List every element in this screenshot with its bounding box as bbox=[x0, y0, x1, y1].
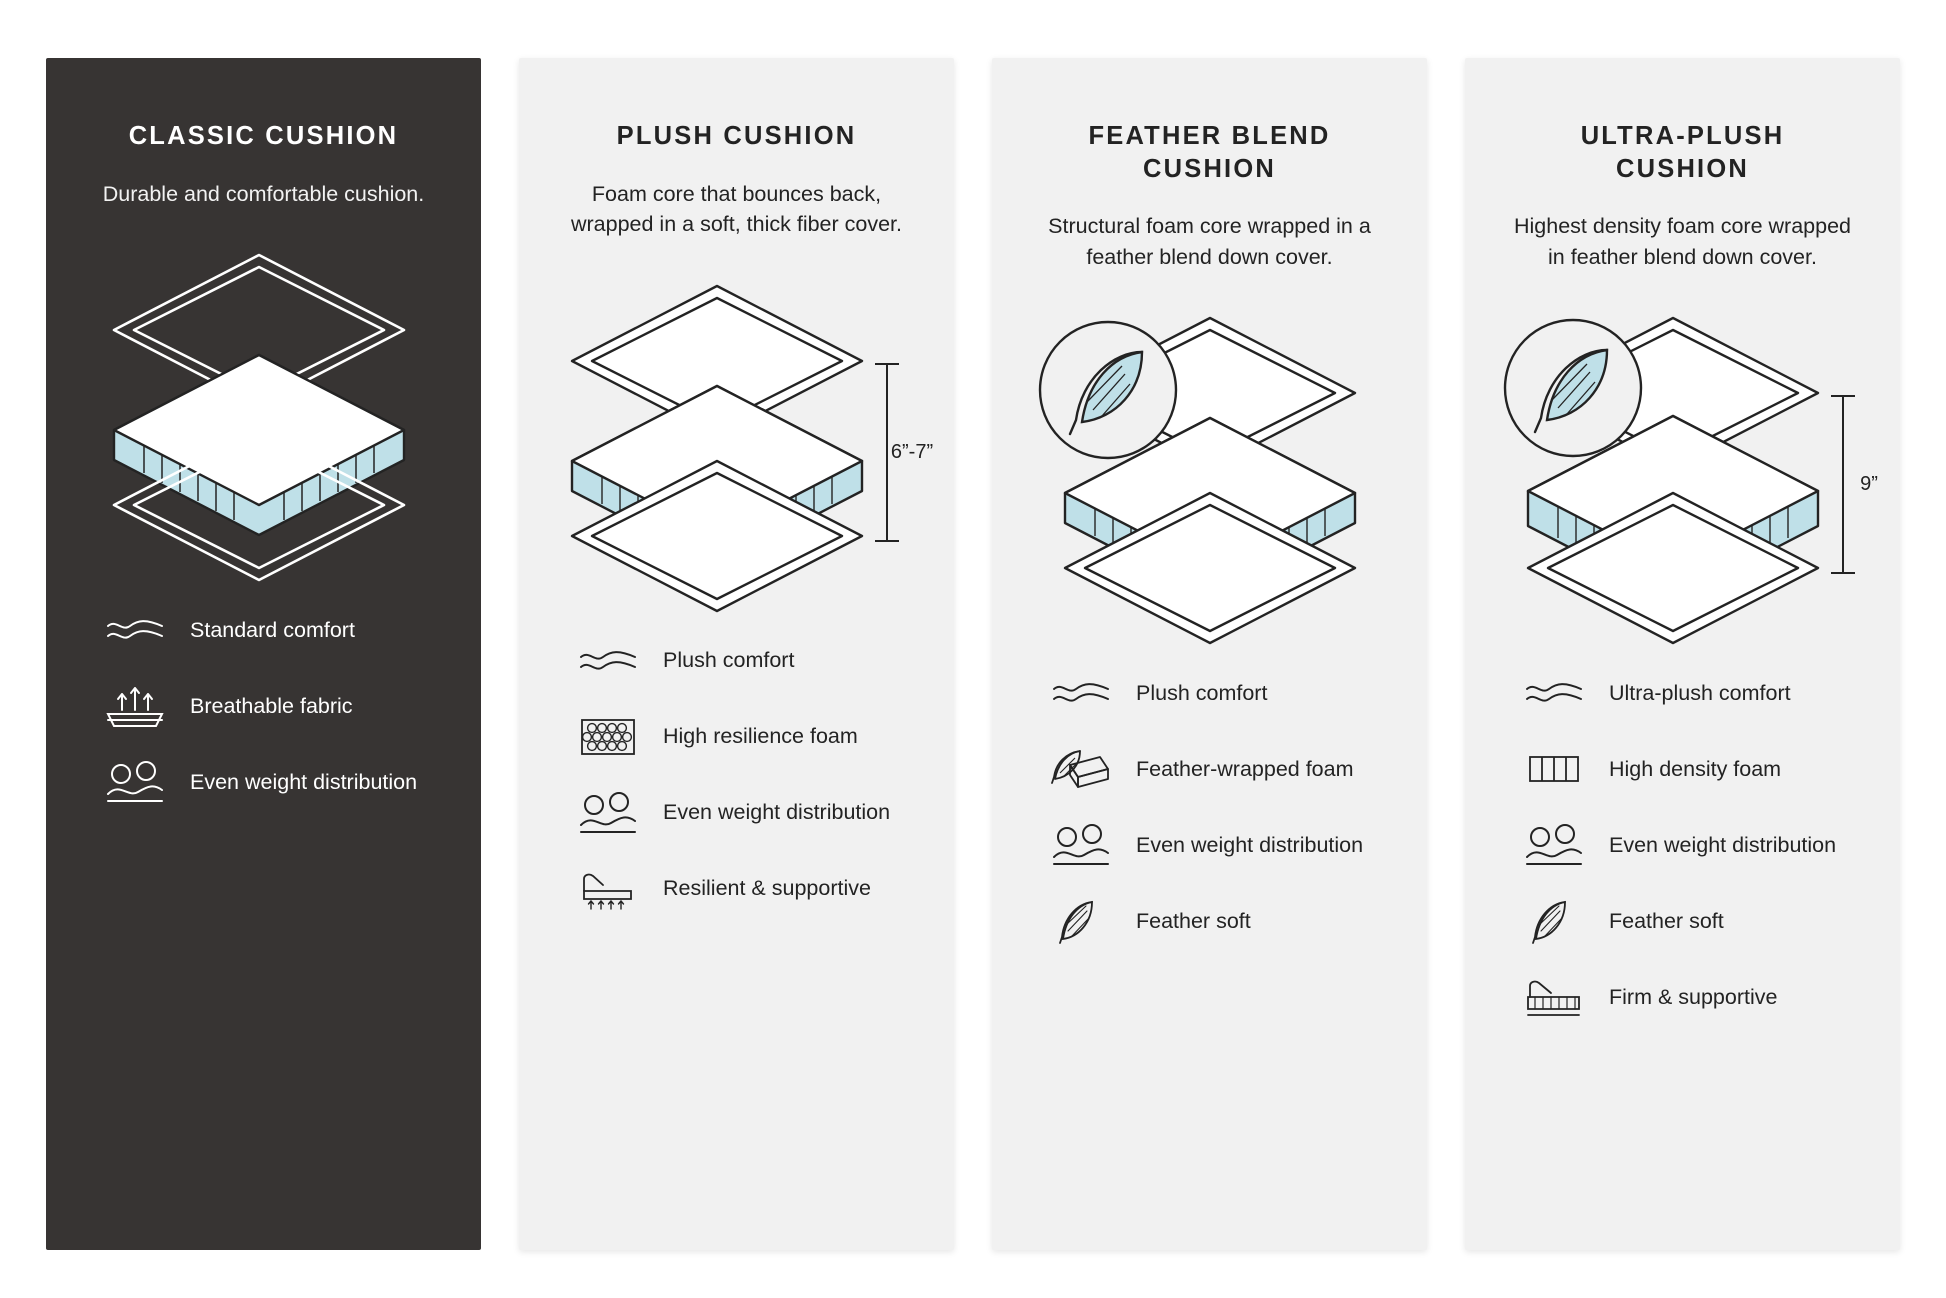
list-item bbox=[1521, 820, 1854, 870]
even-weight-distribution-icon bbox=[575, 788, 641, 838]
honeycomb-foam-icon bbox=[575, 712, 641, 762]
feature-list bbox=[1038, 668, 1381, 946]
list-item-label: Even weight distribution bbox=[1609, 832, 1837, 857]
card-description: Highest density foam core wrapped in feather blend down cover. bbox=[1513, 214, 1851, 269]
list-item-label: Ultra-plush comfort bbox=[1609, 680, 1791, 705]
page-title: FEATHER BLEND CUSHION bbox=[1088, 122, 1331, 183]
list-item-label: High resilience foam bbox=[663, 724, 858, 749]
list-item-label: Feather soft bbox=[1609, 908, 1724, 933]
list-item-label: Feather-wrapped foam bbox=[1136, 756, 1354, 781]
list-item bbox=[1048, 744, 1381, 794]
cushion-card-feather-blend bbox=[992, 58, 1427, 1250]
page-title: ULTRA-PLUSH CUSHION bbox=[1580, 122, 1785, 183]
list-item-label: Standard comfort bbox=[190, 617, 355, 642]
cushion-card-classic bbox=[46, 58, 481, 1250]
list-item bbox=[1048, 896, 1381, 946]
feature-list bbox=[1511, 668, 1854, 1022]
list-item bbox=[1048, 668, 1381, 718]
feather-wrapped-foam-icon bbox=[1048, 744, 1114, 794]
list-item bbox=[1521, 668, 1854, 718]
cushion-layers-illustration bbox=[557, 276, 933, 606]
feather-icon bbox=[1048, 896, 1114, 946]
feather-badge-icon bbox=[1505, 320, 1641, 456]
feature-list bbox=[92, 605, 435, 807]
page-title: CLASSIC CUSHION bbox=[128, 122, 399, 150]
even-weight-distribution-icon bbox=[1048, 820, 1114, 870]
wave-comfort-icon bbox=[102, 605, 168, 655]
list-item-label: Breathable fabric bbox=[190, 693, 353, 718]
cushion-layers-illustration bbox=[84, 245, 444, 575]
list-item bbox=[102, 681, 435, 731]
cushion-card-ultra-plush bbox=[1465, 58, 1900, 1250]
card-description: Durable and comfortable cushion. bbox=[102, 181, 425, 206]
list-item-label: Firm & supportive bbox=[1609, 984, 1778, 1009]
wave-comfort-icon bbox=[1048, 668, 1114, 718]
list-item bbox=[575, 636, 908, 686]
list-item-label: High density foam bbox=[1609, 756, 1782, 781]
cushion-layers-illustration bbox=[1030, 308, 1390, 638]
high-density-foam-icon bbox=[1521, 744, 1587, 794]
list-item-label: Resilient & supportive bbox=[663, 876, 871, 901]
chaise-support-icon bbox=[1521, 972, 1587, 1022]
feather-icon bbox=[1521, 896, 1587, 946]
list-item-label: Feather soft bbox=[1136, 908, 1251, 933]
list-item bbox=[102, 757, 435, 807]
even-weight-distribution-icon bbox=[1521, 820, 1587, 870]
chaise-support-icon bbox=[575, 864, 641, 914]
card-description: Structural foam core wrapped in a feather blend down cover. bbox=[1048, 214, 1371, 269]
list-item bbox=[575, 712, 908, 762]
wave-comfort-icon bbox=[575, 636, 641, 686]
list-item bbox=[1521, 972, 1854, 1022]
list-item bbox=[102, 605, 435, 655]
cushion-layers-illustration bbox=[1503, 308, 1878, 638]
list-item bbox=[1048, 820, 1381, 870]
dimension-label: 9” bbox=[1859, 473, 1878, 496]
list-item bbox=[1521, 744, 1854, 794]
list-item-label: Even weight distribution bbox=[1136, 832, 1364, 857]
breathable-fabric-icon bbox=[102, 681, 168, 731]
wave-comfort-icon bbox=[1521, 668, 1587, 718]
cushion-card-plush bbox=[519, 58, 954, 1250]
feather-badge-icon bbox=[1040, 322, 1176, 458]
list-item bbox=[575, 788, 908, 838]
list-item bbox=[575, 864, 908, 914]
even-weight-distribution-icon bbox=[102, 757, 168, 807]
page-title: PLUSH CUSHION bbox=[616, 122, 857, 150]
list-item-label: Even weight distribution bbox=[190, 769, 418, 794]
list-item-label: Plush comfort bbox=[1136, 680, 1268, 705]
list-item-label: Plush comfort bbox=[663, 648, 795, 673]
dimension-label: 6”-7” bbox=[890, 440, 933, 463]
feature-list bbox=[565, 636, 908, 914]
card-description: Foam core that bounces back, wrapped in a soft, thick fiber cover. bbox=[570, 181, 903, 237]
list-item bbox=[1521, 896, 1854, 946]
list-item-label: Even weight distribution bbox=[663, 800, 891, 825]
